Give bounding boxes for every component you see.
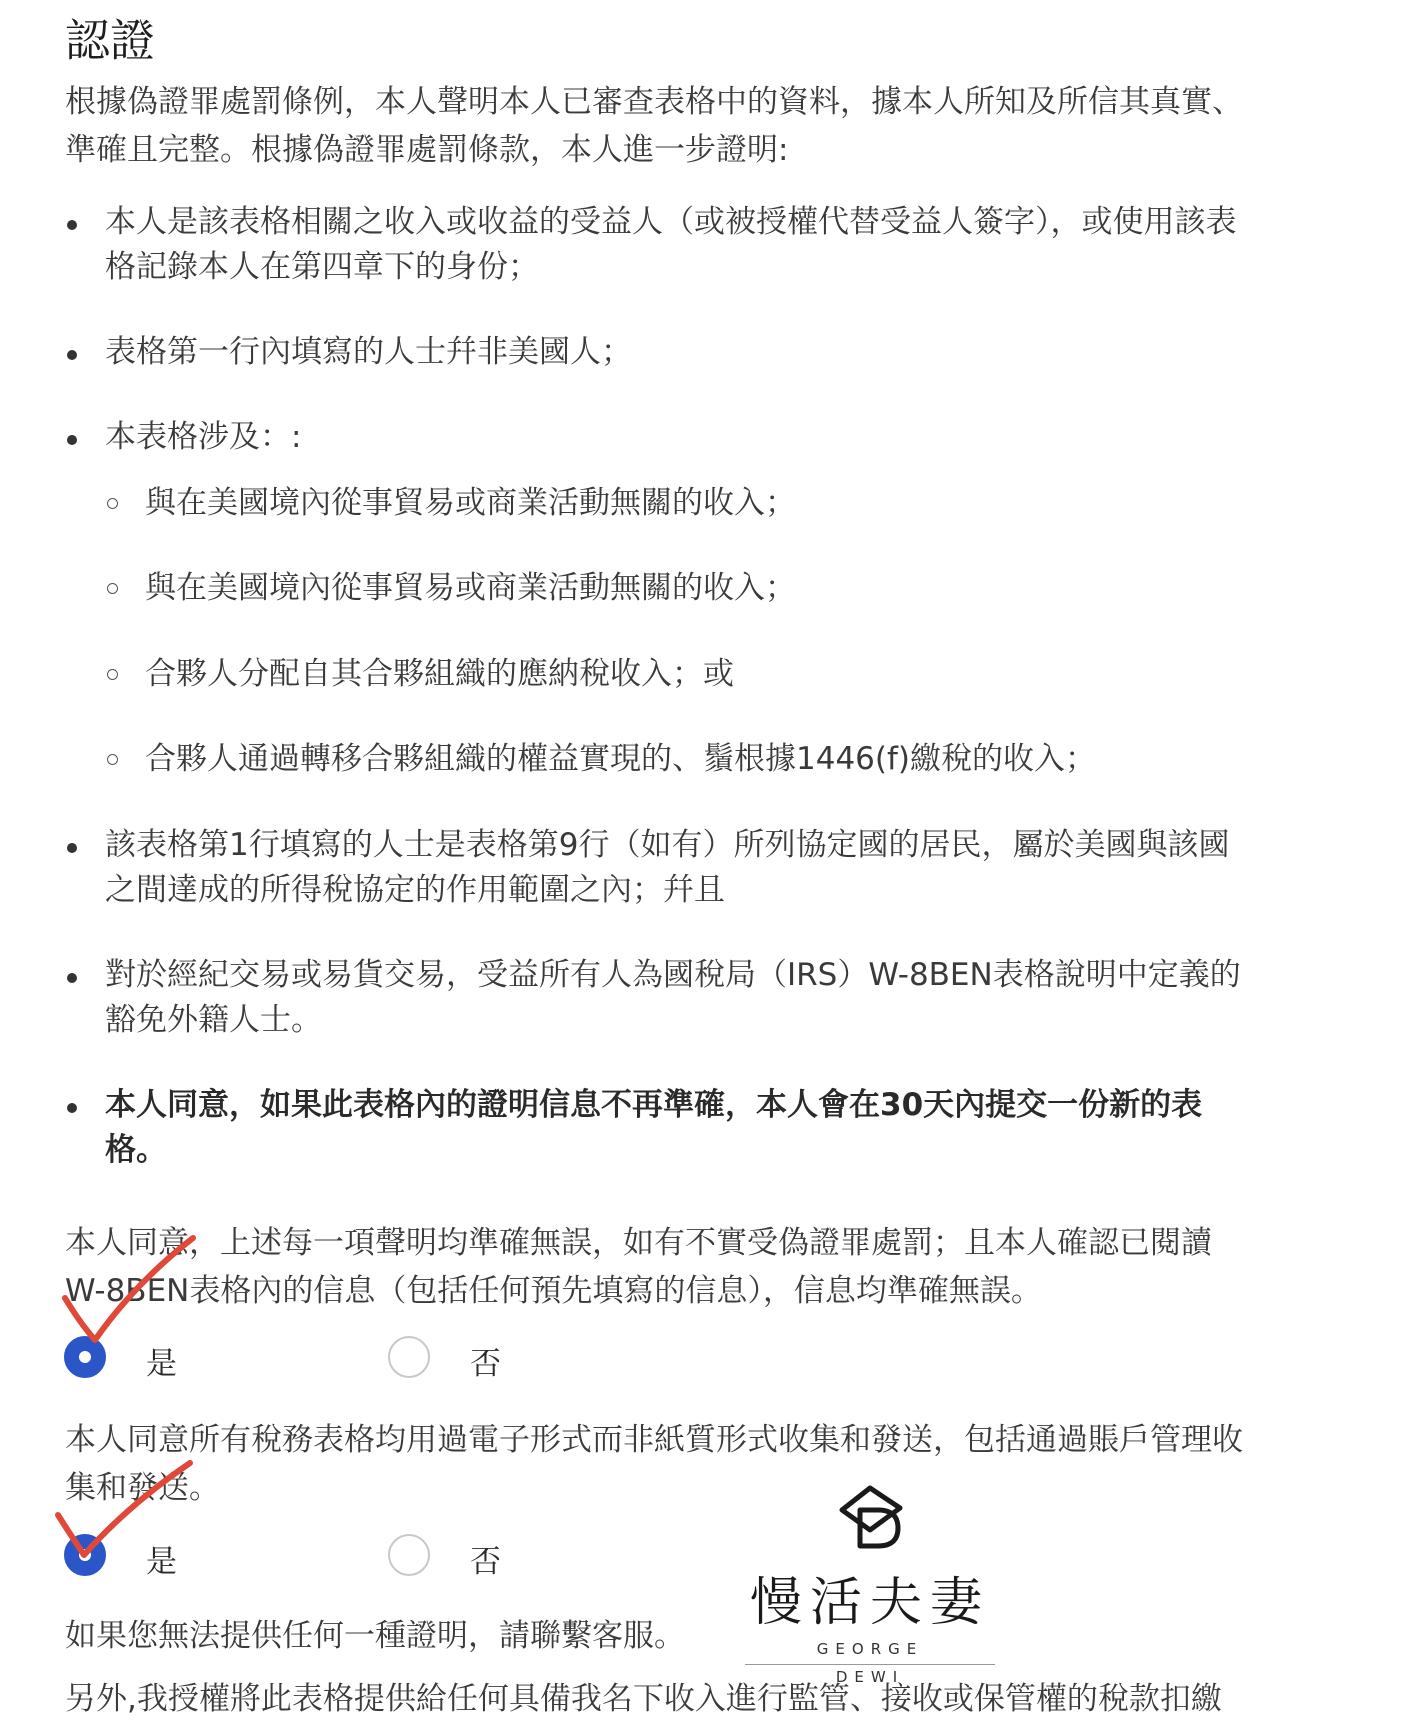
sub-bullet-ring [107, 498, 118, 509]
logo-chinese-name: 慢活夫妻 [749, 1573, 990, 1633]
bullet-line: 該表格第1行填寫的人士是表格第9行（如有）所列協定國的居民，屬於美國與該國 [105, 827, 1230, 863]
sub-list-item [105, 737, 1305, 782]
watermark-logo [745, 1480, 995, 1686]
bullet-line: 之間達成的所得稅協定的作用範圍之內；幷且 [105, 872, 725, 908]
sub-item-text: 合夥人分配自其合夥組織的應納稅收入；或 [145, 656, 734, 692]
consent-electronic-text [65, 1416, 1315, 1512]
bullet-line: 本人是該表格相關之收入或收益的受益人（或被授權代替受益人簽字），或使用該表 [105, 204, 1237, 240]
bullet-dot [67, 843, 77, 853]
bullet-dot [67, 220, 77, 230]
intro-line: 根據偽證罪處罰條例，本人聲明本人已審查表格中的資料，據本人所知及所信其真實、 [65, 84, 1243, 120]
consent-line: W-8BEN表格內的信息（包括任何預先填寫的信息），信息均準確無誤。 [65, 1273, 1042, 1309]
accuracy-no-label[interactable]: 否 [470, 1346, 501, 1382]
bullet-dot [67, 973, 77, 983]
bullet-line: 格記錄本人在第四章下的身份； [105, 249, 539, 285]
contact-support-text: 如果您無法提供任何一種證明，請聯繫客服。 [65, 1618, 685, 1654]
page-title: 認證 [65, 14, 156, 67]
authorization-text: 另外,我授權將此表格提供給任何具備我名下收入進行監管、接收或保管權的稅款扣繳 [65, 1681, 1222, 1717]
logo-divider [745, 1664, 995, 1665]
consent-line: 本人同意，上述每一項聲明均準確無誤，如有不實受偽證罪處罰；且本人確認已閱讀 [65, 1225, 1212, 1261]
consent-electronic-radio-group [62, 1534, 662, 1580]
sub-bullet-ring [107, 583, 118, 594]
bullet-item [65, 200, 1315, 290]
bullet-dot [67, 350, 77, 360]
bullet-line: 豁免外籍人士。 [105, 1002, 322, 1038]
gd-monogram-icon [830, 1480, 910, 1550]
logo-english-name-top: GEORGE [816, 1640, 924, 1658]
sub-bullet-ring [107, 669, 118, 680]
electronic-no-radio[interactable] [388, 1534, 430, 1576]
bullet-line: 對於經紀交易或易貨交易，受益所有人為國稅局（IRS）W-8BEN表格說明中定義的 [105, 957, 1241, 993]
bullet-dot [67, 435, 77, 445]
electronic-yes-radio[interactable] [64, 1534, 106, 1576]
consent-accuracy-text [65, 1219, 1315, 1315]
consent-line: 本人同意所有稅務表格均用過電子形式而非紙質形式收集和發送，包括通過賬戶管理收 [65, 1422, 1243, 1458]
sub-item-text: 合夥人通過轉移合夥組織的權益實現的、鬚根據1446(f)繳稅的收入； [145, 741, 1096, 777]
bullet-line: 格。 [105, 1132, 167, 1168]
bullet-item [65, 330, 1315, 375]
sub-list-item [105, 566, 1305, 611]
consent-accuracy-radio-group [62, 1336, 662, 1382]
bullet-line: 本人同意，如果此表格內的證明信息不再準確，本人會在30天內提交一份新的表 [105, 1087, 1203, 1123]
bullet-item [65, 953, 1315, 1043]
accuracy-yes-radio[interactable] [64, 1336, 106, 1378]
accuracy-yes-label[interactable]: 是 [146, 1346, 177, 1382]
intro-line: 準確且完整。根據偽證罪處罰條款，本人進一步證明: [65, 132, 789, 168]
electronic-no-label[interactable]: 否 [470, 1544, 501, 1580]
electronic-yes-label[interactable]: 是 [146, 1544, 177, 1580]
sub-list-item [105, 481, 1305, 526]
sub-item-text: 與在美國境內從事貿易或商業活動無關的收入； [145, 485, 796, 521]
logo-english-name-bottom: DEWI [835, 1668, 905, 1686]
bullet-item [65, 415, 1315, 460]
bullet-dot [67, 1103, 77, 1113]
consent-line: 集和發送。 [65, 1470, 220, 1506]
sub-bullet-ring [107, 754, 118, 765]
sub-item-text: 與在美國境內從事貿易或商業活動無關的收入； [145, 570, 796, 606]
bullet-line: 本表格涉及：: [105, 419, 302, 455]
bullet-line: 表格第一行內填寫的人士幷非美國人； [105, 334, 632, 370]
intro-paragraph [65, 78, 1315, 174]
sub-list-item [105, 652, 1305, 697]
bullet-item-bold [65, 1083, 1315, 1173]
accuracy-no-radio[interactable] [388, 1336, 430, 1378]
bullet-item [65, 823, 1315, 913]
